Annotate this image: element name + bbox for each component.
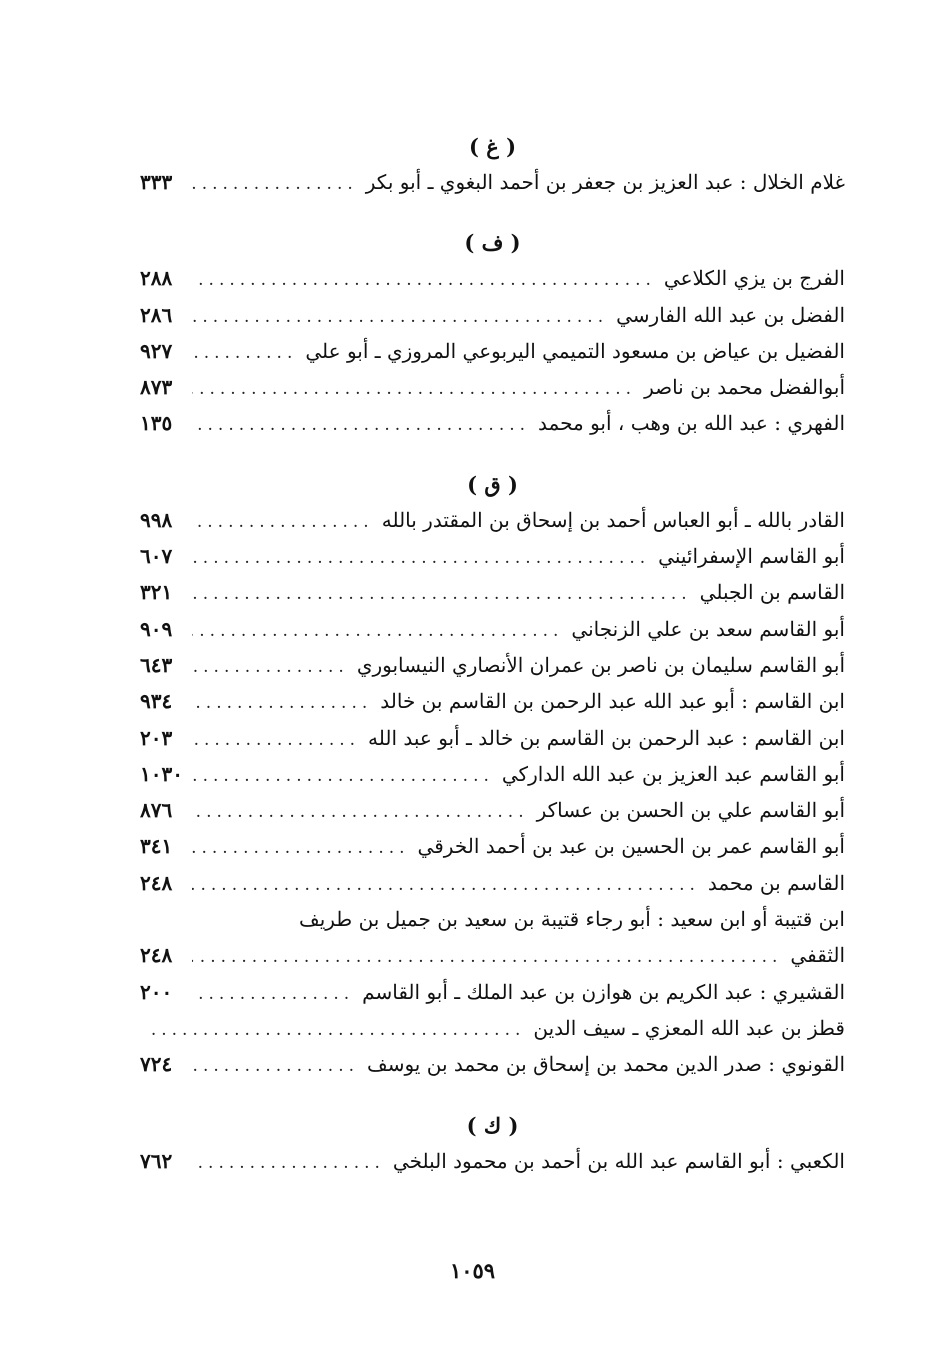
page-number: ١٠٥٩	[449, 1258, 496, 1283]
index-entry	[140, 647, 845, 683]
leader-dots	[192, 371, 636, 407]
leader-dots	[192, 1048, 359, 1084]
index-entry	[140, 756, 845, 792]
leader-dots	[192, 830, 410, 866]
entry-page-number: ١٠٣٠	[140, 761, 183, 786]
entry-page-number: ٢٤٨	[140, 870, 173, 895]
leader-dots	[192, 867, 700, 903]
leader-dots	[192, 685, 372, 721]
entry-page-number: ٩٠٩	[140, 616, 173, 641]
leader-dots	[192, 540, 650, 576]
entry-page-number: ٩٢٧	[140, 338, 173, 363]
index-entry	[140, 297, 845, 333]
leader-dots	[192, 299, 608, 335]
entry-name: أبوالفضل محمد بن ناصر	[644, 375, 845, 400]
index-entry	[140, 683, 845, 719]
entry-page-number: ٢٠٣	[140, 725, 173, 750]
leader-dots	[148, 1012, 525, 1048]
entry-page-number: ٧٦٢	[140, 1148, 173, 1173]
entry-name: القونوي : صدر الدين محمد بن إسحاق بن محمد بن يوسف	[367, 1052, 845, 1077]
index-entry	[140, 538, 845, 574]
entry-name: قطز بن عبد الله المعزي ـ سيف الدين	[533, 1015, 845, 1040]
entry-page-number: ٩٩٨	[140, 507, 173, 532]
leader-dots	[192, 649, 349, 685]
leader-dots	[192, 722, 360, 758]
entry-page-number: ٢٨٨	[140, 266, 173, 291]
leader-dots	[192, 504, 374, 540]
entry-name: أبو القاسم سعد بن علي الزنجاني	[571, 616, 845, 641]
entry-name: القاسم بن محمد	[707, 870, 845, 895]
index-entry	[140, 333, 845, 369]
entry-page-number: ٦٠٧	[140, 544, 173, 569]
leader-dots	[192, 939, 782, 975]
index-entry	[140, 901, 845, 937]
entry-page-number: ٣٤١	[140, 834, 173, 859]
leader-dots	[192, 758, 494, 794]
index-entry	[140, 502, 845, 538]
entry-name: الفرج بن يزي الكلاعي	[663, 266, 845, 291]
entry-page-number: ٢٤٨	[140, 943, 173, 968]
entry-page-number: ٦٤٣	[140, 652, 173, 677]
index-entry	[140, 720, 845, 756]
entry-name: أبو القاسم عمر بن الحسين بن عبد بن أحمد الخرقي	[417, 834, 845, 859]
entry-name: الفهري : عبد الله بن وهب ، أبو محمد	[538, 411, 845, 436]
entry-name: أبو القاسم سليمان بن ناصر بن عمران الأنصاري النيسابوري	[356, 652, 845, 677]
leader-dots	[192, 335, 297, 371]
leader-dots	[192, 976, 354, 1012]
index-entry	[140, 1010, 845, 1046]
section-letter-heading: ( ك )	[466, 1112, 519, 1138]
entry-page-number: ١٣٥	[140, 411, 173, 436]
entry-page-number: ٩٣٤	[140, 689, 173, 714]
entry-name: الكعبي : أبو القاسم عبد الله بن أحمد بن محمود البلخي	[392, 1148, 845, 1173]
entry-name: القاسم بن الجبلي	[699, 580, 845, 605]
leader-dots	[192, 407, 530, 443]
entry-name: القادر بالله ـ أبو العباس أحمد بن إسحاق بن المقتدر بالله	[381, 507, 845, 532]
entry-name: أبو القاسم عبد العزيز بن عبد الله الداركي	[501, 761, 845, 786]
index-entry	[140, 937, 845, 973]
entry-name: ابن القاسم : عبد الرحمن بن القاسم بن خالد ـ أبو عبد الله	[368, 725, 845, 750]
entry-name: أبو القاسم الإسفرائيني	[658, 544, 845, 569]
entry-page-number: ٢٠٠	[140, 979, 173, 1004]
entry-page-number: ٢٨٦	[140, 302, 173, 327]
leader-dots	[192, 262, 656, 298]
entry-page-number: ٣٢١	[140, 580, 173, 605]
entry-page-number: ٣٣٣	[140, 170, 173, 194]
index-entry	[140, 369, 845, 405]
index-entry	[140, 792, 845, 828]
index-entry	[140, 405, 845, 441]
leader-dots	[192, 794, 529, 830]
entry-name: الثقفي	[790, 943, 845, 968]
entry-name: ابن القاسم : أبو عبد الله عبد الرحمن بن القاسم بن خالد	[380, 689, 845, 714]
section-letter-heading: ( غ )	[468, 134, 517, 159]
section-letter-heading: ( ق )	[467, 471, 518, 497]
index-entry	[140, 164, 845, 200]
entry-name: الفضل بن عبد الله الفارسي	[616, 302, 845, 327]
index-entry	[140, 974, 845, 1010]
entry-page-number: ٨٧٦	[140, 798, 173, 823]
section-letter-heading: ( ف )	[464, 230, 521, 256]
entry-page-number: ٨٧٣	[140, 375, 173, 400]
index-entry	[140, 865, 845, 901]
leader-dots	[192, 576, 692, 612]
entry-name: ابن قتيبة أو ابن سعيد : أبو رجاء قتيبة بن سعيد بن جميل بن طريف	[299, 907, 845, 932]
index-entry	[140, 1046, 845, 1082]
leader-dots	[192, 166, 358, 202]
entry-name: غلام الخلال : عبد العزيز بن جعفر بن أحمد البغوي ـ أبو بكر	[365, 170, 845, 194]
leader-dots	[192, 613, 563, 649]
entry-name: القشيري : عبد الكريم بن هوازن بن عبد الملك ـ أبو القاسم	[362, 979, 845, 1004]
index-entry	[140, 574, 845, 610]
entry-name: أبو القاسم علي بن الحسن بن عساكر	[536, 798, 845, 823]
entry-page-number: ٧٢٤	[140, 1052, 173, 1077]
index-entry	[140, 828, 845, 864]
index-entry	[140, 611, 845, 647]
leader-dots	[192, 1145, 385, 1181]
entry-name: الفضيل بن عياض بن مسعود التميمي اليربوعي المروزي ـ أبو علي	[305, 338, 845, 363]
index-entry	[140, 260, 845, 296]
index-content	[140, 130, 845, 1179]
index-entry	[140, 1143, 845, 1179]
